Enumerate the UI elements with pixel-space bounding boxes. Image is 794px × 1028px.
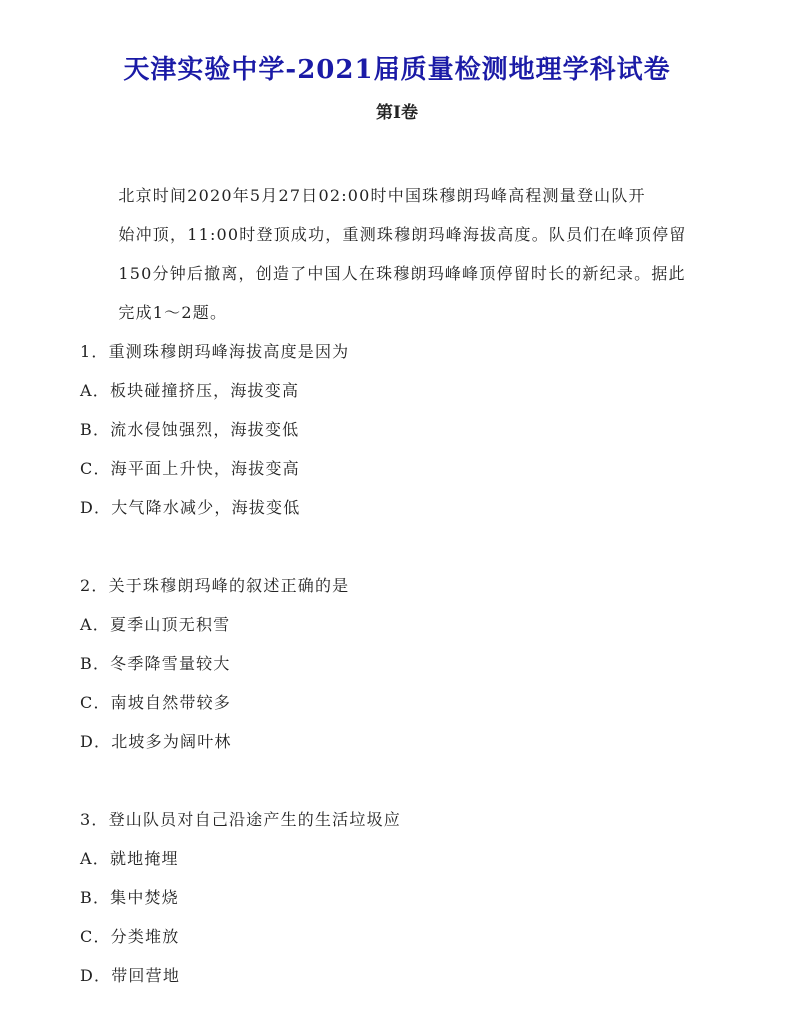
- question-2: [80, 566, 720, 761]
- option-b: B．冬季降雪量较大: [80, 654, 231, 673]
- option-c: C．南坡自然带较多: [80, 693, 232, 712]
- option-a: A．就地掩埋: [80, 849, 179, 868]
- question-stem: 1．重测珠穆朗玛峰海拔高度是因为: [80, 342, 350, 361]
- option-b: B．集中焚烧: [80, 888, 179, 907]
- intro-line: 150分钟后撤离，创造了中国人在珠穆朗玛峰峰顶停留时长的新纪录。据此: [118, 264, 686, 283]
- question-stem: 3．登山队员对自己沿途产生的生活垃圾应: [80, 810, 401, 829]
- option-d: D．北坡多为阔叶林: [80, 732, 232, 751]
- option-b: B．流水侵蚀强烈，海拔变低: [80, 420, 300, 439]
- option-c: C．分类堆放: [80, 927, 180, 946]
- volume-label: 第Ⅰ卷: [376, 103, 418, 123]
- option-c: C．海平面上升快，海拔变高: [80, 459, 300, 478]
- option-a: A．板块碰撞挤压，海拔变高: [80, 381, 300, 400]
- option-d: D．大气降水减少，海拔变低: [80, 498, 301, 517]
- question-1: [80, 332, 720, 527]
- intro-line: 完成1～2题。: [118, 303, 228, 322]
- question-spacer: [80, 761, 720, 800]
- option-d: D．带回营地: [80, 966, 181, 985]
- option-a: A．夏季山顶无积雪: [80, 615, 231, 634]
- question-stem: 2．关于珠穆朗玛峰的叙述正确的是: [80, 576, 350, 595]
- intro-line: 北京时间2020年5月27日02:00时中国珠穆朗玛峰高程测量登山队开: [118, 186, 646, 205]
- question-spacer: [80, 527, 720, 566]
- intro-passage: [80, 176, 720, 332]
- exam-title: 天津实验中学-2021届质量检测地理学科试卷: [123, 55, 671, 85]
- intro-line: 始冲顶，11:00时登顶成功，重测珠穆朗玛峰海拔高度。队员们在峰顶停留: [118, 225, 687, 244]
- exam-content: [80, 176, 720, 995]
- question-3: [80, 800, 720, 995]
